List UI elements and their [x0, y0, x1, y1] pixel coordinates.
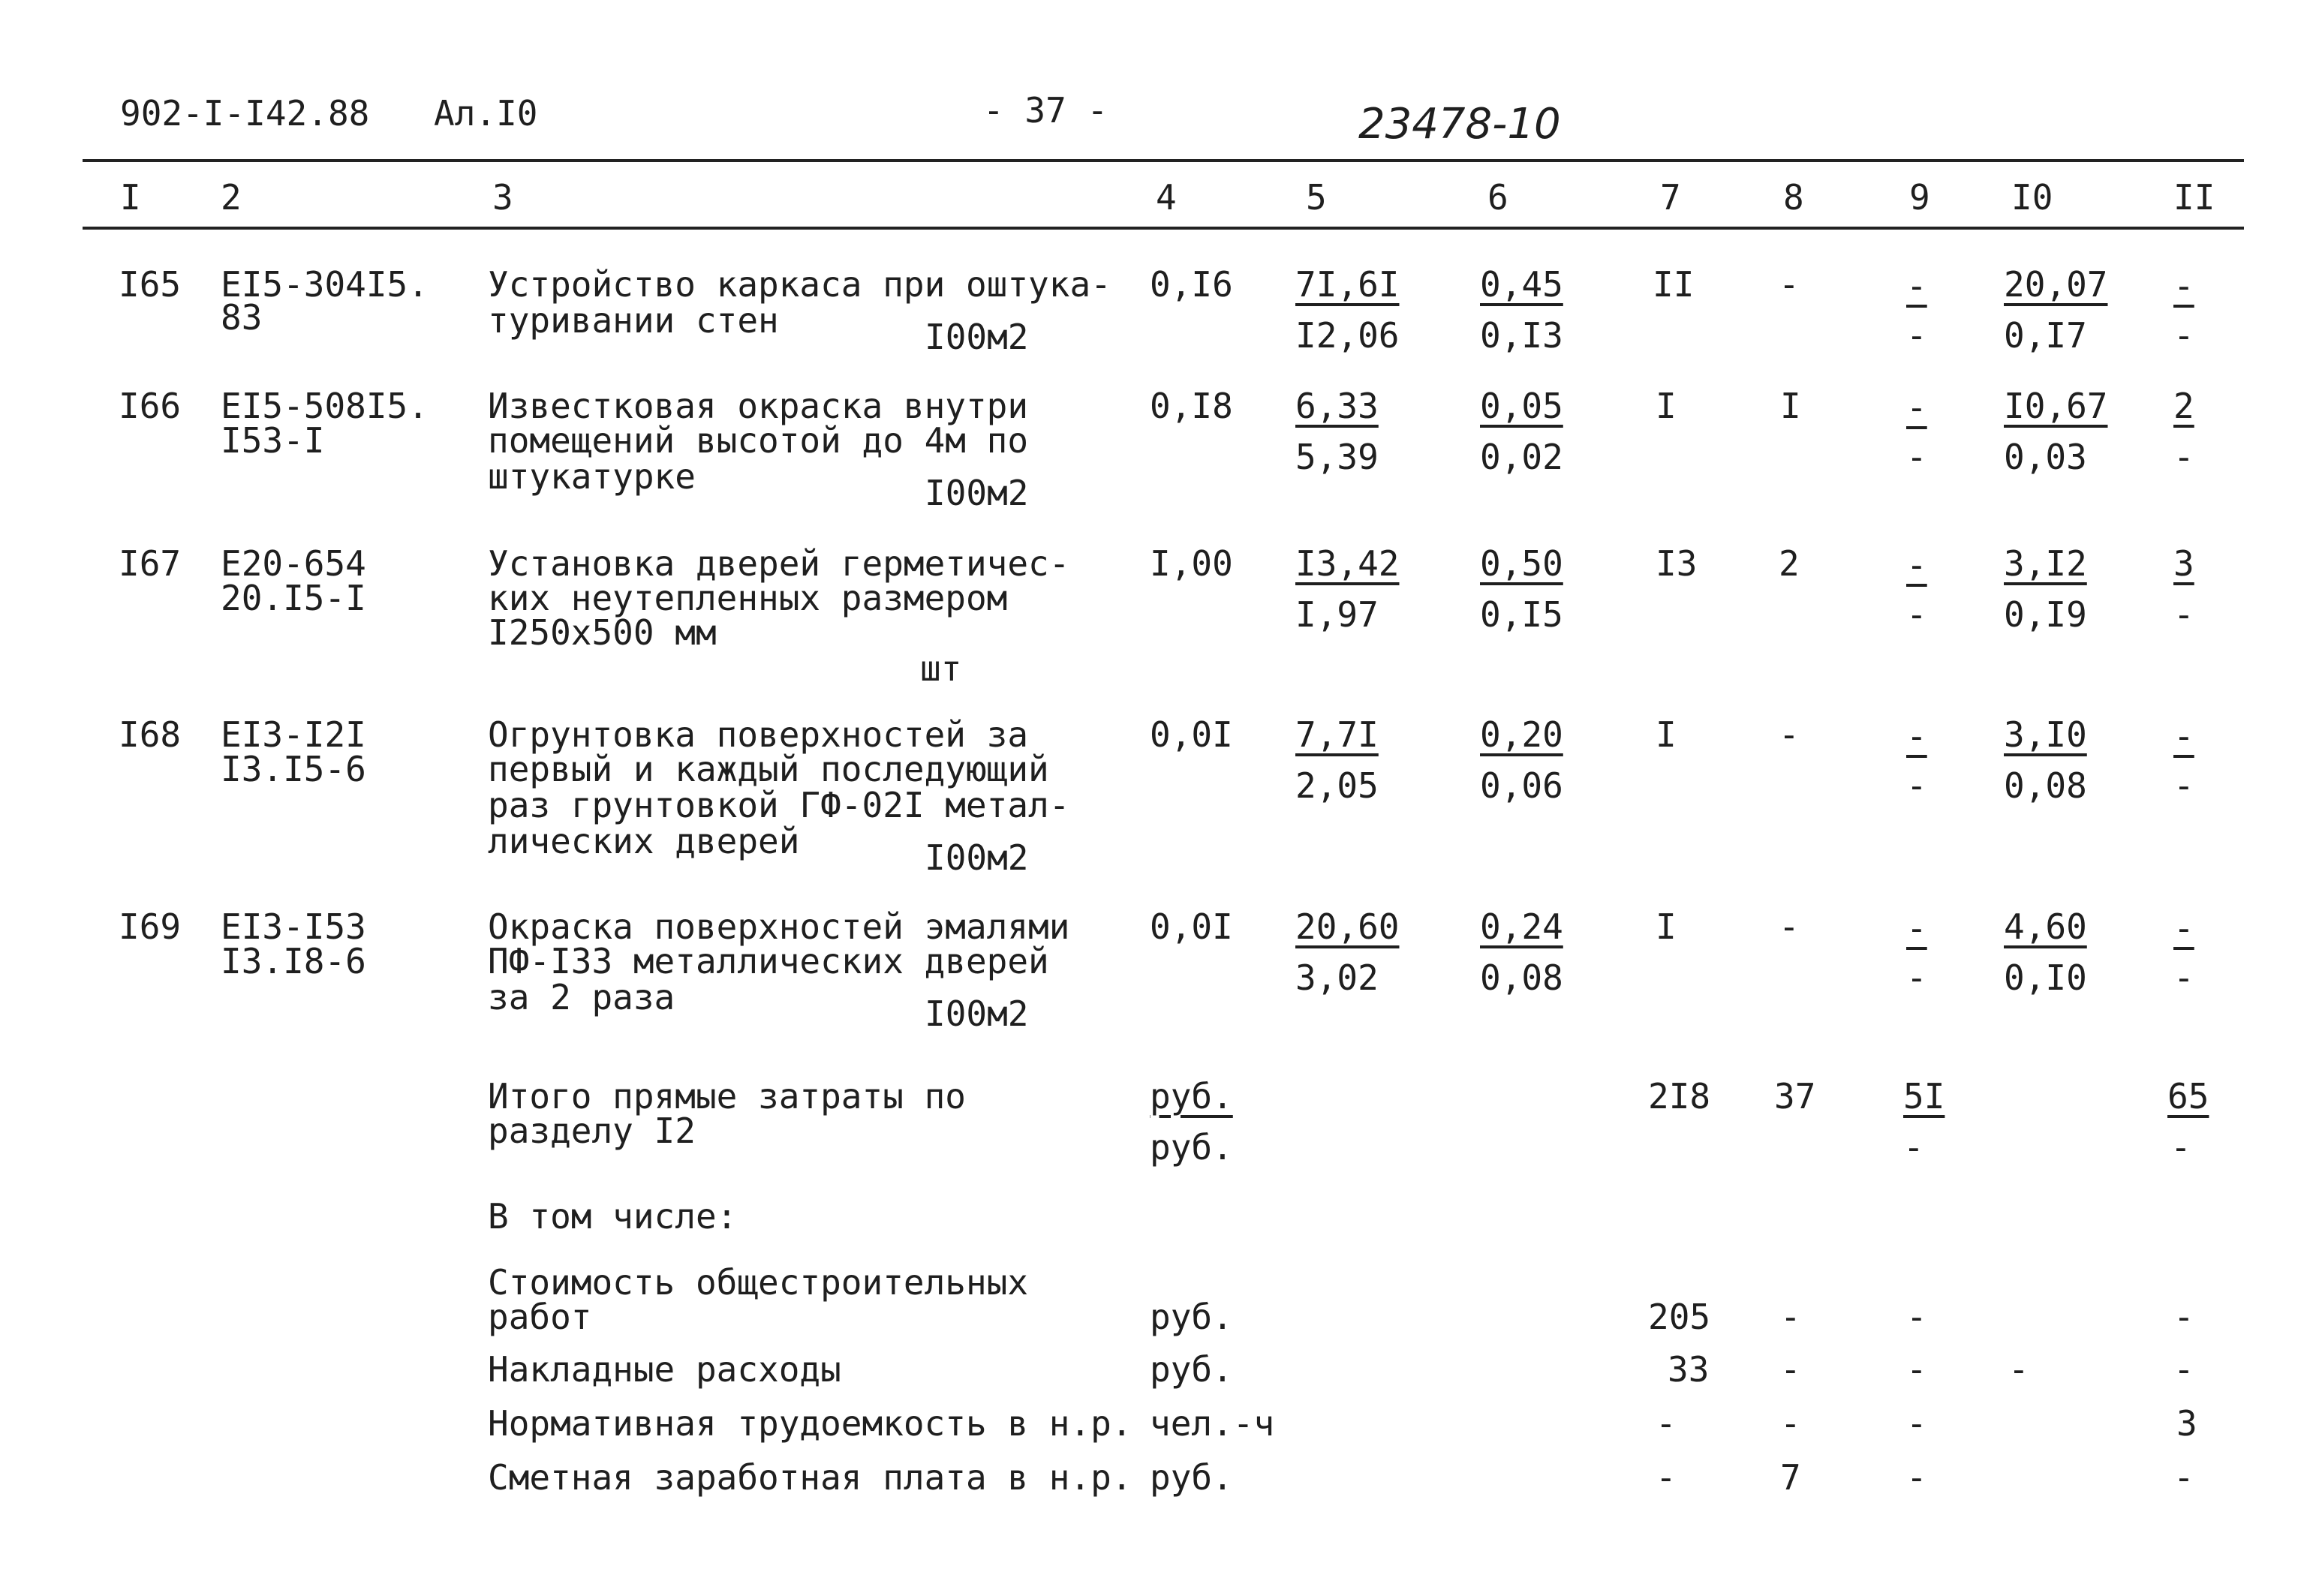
column-9-value: -: [1906, 908, 1927, 948]
summary-column-8: -: [1780, 1297, 1801, 1337]
unit-cost-machines: 0,05: [1480, 386, 1563, 426]
work-description-line: Окраска поверхностей эмалями: [488, 906, 1070, 947]
summary-unit: руб.: [1150, 1457, 1233, 1498]
column-header-4: 4: [1156, 177, 1177, 218]
rate-code-line: E20-654: [221, 543, 366, 584]
column-7-value: I: [1656, 906, 1677, 947]
rate-code-line: EI5-508I5.: [221, 386, 429, 426]
column-7-value: I: [1656, 386, 1677, 426]
column-8-value: -: [1779, 264, 1800, 305]
unit-cost-wages: 3,02: [1295, 957, 1379, 998]
column-9-value: -: [1906, 387, 1927, 428]
summary-column-11: -: [2173, 1297, 2194, 1337]
unit-cost-wages: I,97: [1295, 594, 1379, 635]
column-header-11: II: [2173, 177, 2215, 218]
column-10-value: 3,I2: [2004, 543, 2087, 584]
rate-code-line: I53-I: [221, 420, 325, 461]
column-11-lower-value: -: [2173, 315, 2194, 356]
column-8-value: -: [1779, 714, 1800, 755]
column-header-1: I: [120, 177, 141, 218]
column-10-value: I0,67: [2004, 386, 2108, 426]
column-9-value: -: [1906, 716, 1927, 756]
work-description-line: за 2 раза: [488, 977, 675, 1017]
unit-cost-total: 6,33: [1295, 386, 1379, 426]
total-label-line: разделу I2: [488, 1111, 696, 1151]
total-column-11-lower: -: [2170, 1127, 2191, 1168]
column-header-3: 3: [492, 177, 513, 218]
summary-unit: чел.-ч: [1150, 1403, 1275, 1444]
unit-cost-wages: 5,39: [1295, 437, 1379, 477]
unit-cost-machines: 0,24: [1480, 906, 1563, 947]
column-9-lower-value: -: [1906, 594, 1927, 635]
column-11-value: -: [2173, 908, 2194, 948]
column-11-value: 3: [2173, 543, 2194, 584]
summary-column-7: -: [1656, 1403, 1677, 1444]
unit-of-measure: I00м2: [925, 837, 1029, 878]
work-description-line: туривании стен: [488, 300, 779, 341]
work-description-line: раз грунтовкой ГФ-02I метал-: [488, 785, 1070, 825]
rate-code-line: EI3-I53: [221, 906, 366, 947]
column-9-lower-value: -: [1906, 957, 1927, 998]
including-label: В том числе:: [488, 1196, 738, 1237]
rate-code-line: EI3-I2I: [221, 714, 366, 755]
work-description-line: штукатурке: [488, 456, 696, 497]
column-10-lower-value: 0,I9: [2004, 594, 2087, 635]
total-unit: руб.: [1150, 1076, 1233, 1117]
unit-cost-wages: 2,05: [1295, 765, 1379, 806]
unit-cost-total: 7I,6I: [1295, 264, 1400, 305]
summary-column-7: 205: [1648, 1297, 1711, 1337]
unit-cost-machines: 0,50: [1480, 543, 1563, 584]
column-11-lower-value: -: [2173, 765, 2194, 806]
column-7-value: I: [1656, 714, 1677, 755]
column-9-value: -: [1906, 266, 1927, 306]
column-10-lower-value: 0,I7: [2004, 315, 2087, 356]
quantity: I,00: [1150, 543, 1233, 584]
unit-cost-machine-wages: 0,08: [1480, 957, 1563, 998]
column-8-value: 2: [1779, 543, 1800, 584]
work-description-line: первый и каждый последующий: [488, 749, 1049, 789]
column-11-value: -: [2173, 266, 2194, 306]
quantity: 0,0I: [1150, 906, 1233, 947]
rate-code-line: I3.I5-6: [221, 749, 366, 789]
total-column-7: 2I8: [1648, 1076, 1711, 1117]
summary-column-9: -: [1906, 1349, 1927, 1390]
column-header-5: 5: [1306, 177, 1327, 218]
unit-cost-total: 7,7I: [1295, 714, 1379, 755]
quantity: 0,I6: [1150, 264, 1233, 305]
total-unit-lower: руб.: [1150, 1127, 1233, 1168]
column-9-lower-value: -: [1906, 765, 1927, 806]
quantity: 0,0I: [1150, 714, 1233, 755]
unit-cost-total: I3,42: [1295, 543, 1400, 584]
unit-cost-machine-wages: 0,02: [1480, 437, 1563, 477]
document-code: 902-I-I42.88: [120, 93, 370, 134]
column-header-10: I0: [2011, 177, 2053, 218]
quantity: 0,I8: [1150, 386, 1233, 426]
column-7-value: II: [1653, 264, 1695, 305]
summary-column-10: -: [2008, 1349, 2029, 1390]
column-10-lower-value: 0,03: [2004, 437, 2087, 477]
work-description-line: Установка дверей герметичес-: [488, 543, 1070, 584]
unit-cost-machines: 0,45: [1480, 264, 1563, 305]
header-bottom-rule: [83, 227, 2244, 230]
column-header-7: 7: [1660, 177, 1681, 218]
work-description-line: I250х500 мм: [488, 612, 717, 653]
total-column-9-lower: -: [1903, 1127, 1924, 1168]
work-description-line: Устройство каркаса при оштука-: [488, 264, 1111, 305]
rate-code-line: 83: [221, 297, 263, 338]
total-column-8: 37: [1774, 1076, 1816, 1117]
summary-column-7: -: [1656, 1457, 1677, 1498]
header-top-rule: [83, 159, 2244, 162]
column-10-lower-value: 0,08: [2004, 765, 2087, 806]
column-9-value: -: [1906, 545, 1927, 585]
summary-column-9: -: [1906, 1457, 1927, 1498]
column-11-lower-value: -: [2173, 957, 2194, 998]
unit-cost-machine-wages: 0,06: [1480, 765, 1563, 806]
unit-of-measure: I00м2: [925, 473, 1029, 513]
row-number: I67: [119, 543, 182, 584]
summary-unit: руб.: [1150, 1349, 1233, 1390]
summary-column-11: 3: [2176, 1403, 2197, 1444]
column-8-value: I: [1780, 386, 1801, 426]
rate-code-line: EI5-304I5.: [221, 264, 429, 305]
column-10-value: 4,60: [2004, 906, 2087, 947]
rate-code-line: I3.I8-6: [221, 941, 366, 981]
summary-column-11: -: [2173, 1457, 2194, 1498]
summary-column-7: 33: [1668, 1349, 1710, 1390]
summary-label-line: Сметная заработная плата в н.р.: [488, 1457, 1132, 1498]
page-number: - 37 -: [983, 90, 1108, 131]
work-description-line: лических дверей: [488, 821, 800, 861]
total-column-11: 65: [2167, 1076, 2209, 1117]
column-header-2: 2: [221, 177, 242, 218]
summary-column-9: -: [1906, 1297, 1927, 1337]
sheet-number: Ал.I0: [434, 93, 538, 134]
row-number: I66: [119, 386, 182, 426]
work-description-line: ких неутепленных размером: [488, 578, 1008, 618]
work-description-line: Огрунтовка поверхностей за: [488, 714, 1029, 755]
unit-cost-machine-wages: 0,I3: [1480, 315, 1563, 356]
total-column-9: 5I: [1903, 1076, 1945, 1117]
column-header-8: 8: [1783, 177, 1804, 218]
column-11-lower-value: -: [2173, 594, 2194, 635]
column-10-lower-value: 0,I0: [2004, 957, 2087, 998]
summary-label-line: Накладные расходы: [488, 1349, 841, 1390]
row-number: I68: [119, 714, 182, 755]
unit-cost-machine-wages: 0,I5: [1480, 594, 1563, 635]
column-11-value: -: [2173, 716, 2194, 756]
summary-column-8: -: [1780, 1349, 1801, 1390]
handwritten-number: 23478-10: [1358, 100, 1561, 149]
summary-column-8: -: [1780, 1403, 1801, 1444]
column-header-9: 9: [1909, 177, 1930, 218]
column-8-value: -: [1779, 906, 1800, 947]
unit-cost-wages: I2,06: [1295, 315, 1400, 356]
column-header-6: 6: [1487, 177, 1508, 218]
work-description-line: Известковая окраска внутри: [488, 386, 1029, 426]
unit-of-measure: I00м2: [925, 993, 1029, 1034]
summary-column-11: -: [2173, 1349, 2194, 1390]
row-number: I69: [119, 906, 182, 947]
row-number: I65: [119, 264, 182, 305]
summary-column-8: 7: [1780, 1457, 1801, 1498]
work-description-line: ПФ-I33 металлических дверей: [488, 941, 1049, 981]
column-11-value: 2: [2173, 386, 2194, 426]
column-10-value: 20,07: [2004, 264, 2108, 305]
column-10-value: 3,I0: [2004, 714, 2087, 755]
summary-label-line: работ: [488, 1297, 592, 1337]
column-9-lower-value: -: [1906, 315, 1927, 356]
unit-cost-total: 20,60: [1295, 906, 1400, 947]
unit-cost-machines: 0,20: [1480, 714, 1563, 755]
column-11-lower-value: -: [2173, 437, 2194, 477]
rate-code-line: 20.I5-I: [221, 578, 366, 618]
summary-label-line: Нормативная трудоемкость в н.р.: [488, 1403, 1132, 1444]
summary-column-9: -: [1906, 1403, 1927, 1444]
summary-unit: руб.: [1150, 1297, 1233, 1337]
work-description-line: помещений высотой до 4м по: [488, 420, 1029, 461]
column-9-lower-value: -: [1906, 437, 1927, 477]
unit-of-measure: I00м2: [925, 317, 1029, 357]
summary-label-line: Стоимость общестроительных: [488, 1262, 1029, 1303]
unit-of-measure: шт: [920, 648, 962, 689]
column-7-value: I3: [1656, 543, 1698, 584]
total-label-line: Итого прямые затраты по: [488, 1076, 966, 1117]
